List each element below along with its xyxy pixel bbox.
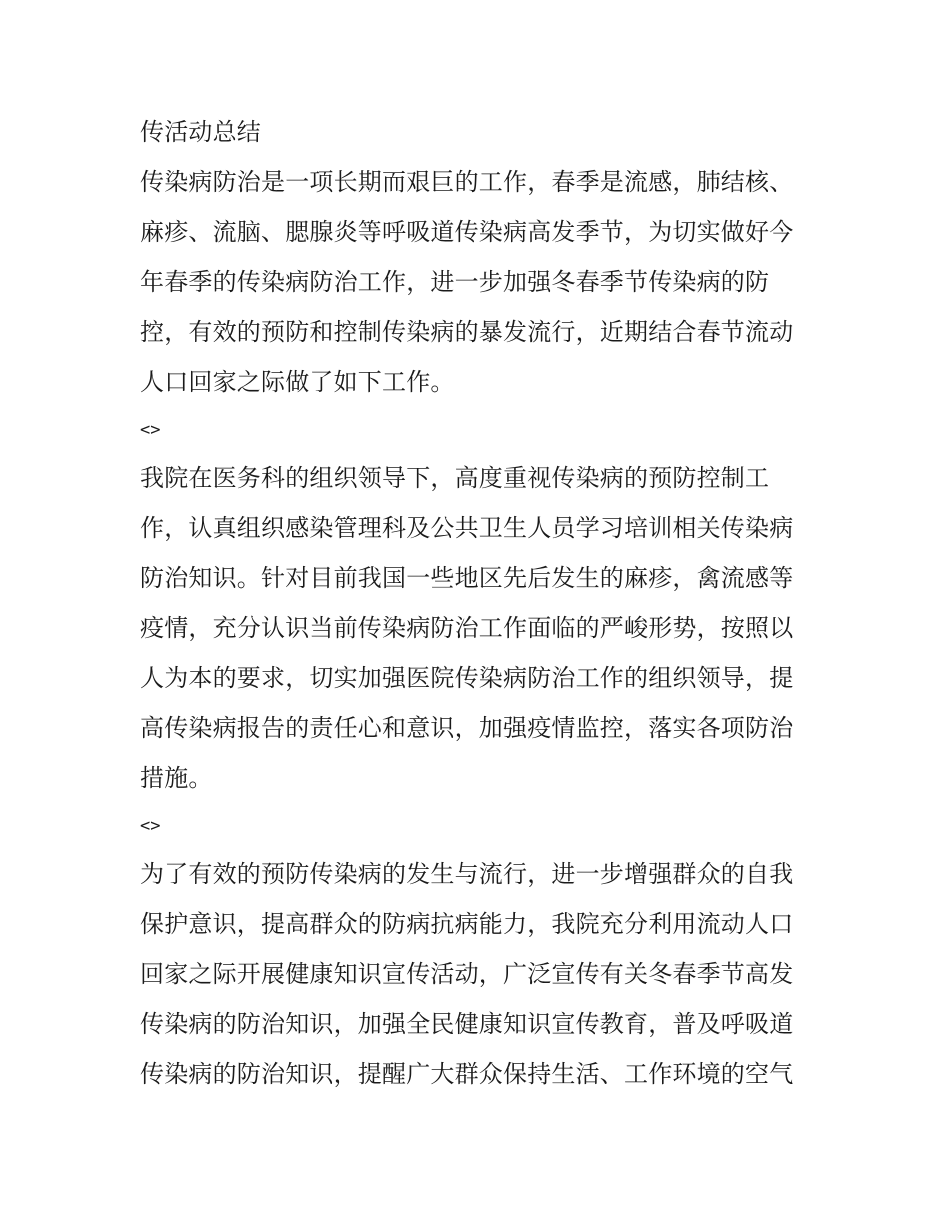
paragraph-2 (140, 453, 820, 803)
paragraph-line: 保护意识，提高群众的防病抗病能力，我院充分利用流动人口 (140, 910, 794, 938)
paragraph-line: 措施。 (140, 764, 213, 792)
document-heading: 传活动总结 (140, 118, 261, 146)
paragraph-line: 人为本的要求，切实加强医院传染病防治工作的组织领导，提 (140, 664, 794, 692)
paragraph-line: 我院在医务科的组织领导下，高度重视传染病的预防控制工 (140, 464, 770, 492)
paragraph-3 (140, 849, 820, 1099)
paragraph-line: 人口回家之际做了如下工作。 (140, 368, 455, 396)
paragraph-line: 麻疹、流脑、腮腺炎等呼吸道传染病高发季节，为切实做好今 (140, 218, 794, 246)
paragraph-line: 传染病的防治知识，提醒广大群众保持生活、工作环境的空气 (140, 1060, 794, 1088)
paragraph-line: 为了有效的预防传染病的发生与流行，进一步增强群众的自我 (140, 860, 794, 888)
paragraph-line: 传染病防治是一项长期而艰巨的工作，春季是流感，肺结核、 (140, 168, 794, 196)
paragraph-line: 作，认真组织感染管理科及公共卫生人员学习培训相关传染病 (140, 514, 794, 542)
paragraph-line: 年春季的传染病防治工作，进一步加强冬春季节传染病的防 (140, 268, 770, 296)
paragraph-line: 回家之际开展健康知识宣传活动，广泛宣传有关冬春季节高发 (140, 960, 794, 988)
paragraph-line: 防治知识。针对目前我国一些地区先后发生的麻疹，禽流感等 (140, 564, 794, 592)
paragraph-line: 高传染病报告的责任心和意识，加强疫情监控，落实各项防治 (140, 714, 794, 742)
paragraph-line: 控，有效的预防和控制传染病的暴发流行，近期结合春节流动 (140, 318, 794, 346)
paragraph-1 (140, 157, 820, 407)
paragraph-line: 疫情，充分认识当前传染病防治工作面临的严峻形势，按照以 (140, 614, 794, 642)
section-marker: <> (140, 816, 161, 836)
document-page (140, 107, 820, 1099)
section-marker: <> (140, 420, 161, 440)
paragraph-line: 传染病的防治知识，加强全民健康知识宣传教育，普及呼吸道 (140, 1010, 794, 1038)
